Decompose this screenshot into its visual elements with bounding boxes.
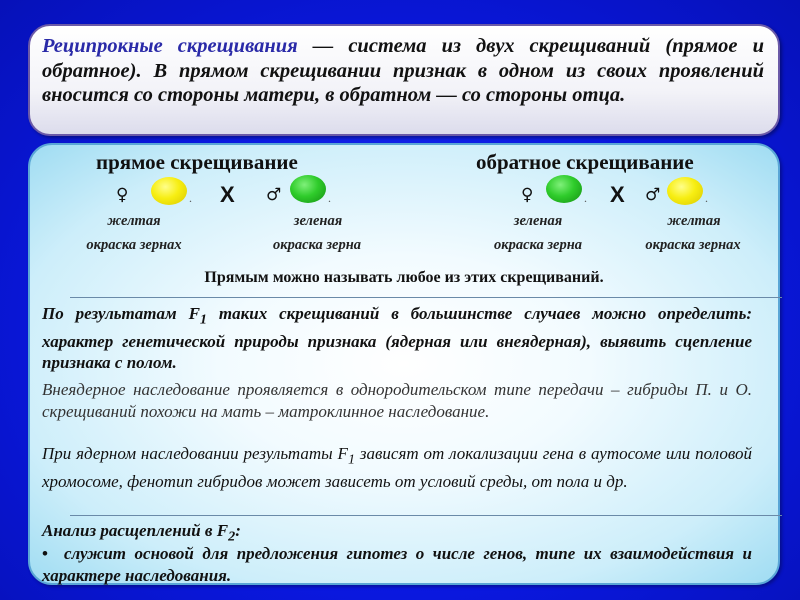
- divider: [70, 297, 782, 298]
- dot: .: [189, 191, 192, 205]
- green-pea-icon: [546, 175, 582, 203]
- direct-left-label-2: окраска зернах: [86, 237, 182, 253]
- analysis-item: [42, 543, 752, 586]
- analysis-prefix: Анализ расщеплений в F: [42, 521, 229, 540]
- yellow-pea-icon: [151, 177, 187, 205]
- male-symbol: ♂: [645, 185, 661, 205]
- reverse-left-label-1: зеленая: [513, 213, 563, 229]
- bullet-icon: •: [42, 544, 48, 563]
- dot: .: [584, 191, 587, 205]
- divider: [70, 515, 782, 516]
- female-symbol: ♀: [116, 185, 129, 205]
- results-paragraph: [42, 303, 752, 374]
- female-symbol: ♀: [521, 185, 534, 205]
- direct-right-label-1: зеленая: [293, 213, 343, 229]
- cross-symbol: X: [610, 182, 625, 207]
- reverse-right-label-2: окраска зернах: [645, 237, 741, 253]
- reverse-cross-title: обратное скрещивание: [476, 150, 694, 174]
- reverse-left-label-2: окраска зерна: [493, 237, 583, 253]
- cross-symbol: X: [220, 182, 235, 207]
- definition-body: — система из двух скрещиваний (прямое и обратное). В прямом скрещивании признак в одном из своих проявлений вносится со стороны матери, в обратном — со стороны отца.: [42, 35, 764, 106]
- yellow-pea-icon: [667, 177, 703, 205]
- results-prefix: По результатам F: [42, 304, 200, 323]
- nuclear-prefix: При ядерном наследовании результаты F: [42, 444, 348, 463]
- reverse-right-label-1: желтая: [667, 213, 721, 229]
- results-subscript: 1: [199, 311, 207, 328]
- analysis-subscript: 2: [228, 528, 236, 545]
- nuclear-subscript: 1: [347, 451, 356, 468]
- analysis-item-text: служит основой для предложения гипотез о числе генов, типе их взаимодействия и характере наследования.: [42, 544, 752, 585]
- content-box: [28, 143, 780, 585]
- definition-box: [28, 24, 780, 136]
- dot: .: [328, 191, 331, 205]
- direct-right-label-2: окраска зерна: [272, 237, 362, 253]
- definition-term: Реципрокные скрещивания: [42, 35, 298, 57]
- direct-cross-title: прямое скрещивание: [96, 150, 298, 174]
- results-text: таких скрещиваний в большинстве случаев можно определить: характер генетической природы признака (ядерная или внеядерная), выявить сцепление признака с полом.: [42, 304, 753, 373]
- extranuclear-paragraph: Внеядерное наследование проявляется в однородительском типе передачи – гибриды П. и О. скрещиваний похожи на мать – матроклинное наследование.: [42, 380, 752, 421]
- direct-left-label-1: желтая: [107, 213, 161, 229]
- definition-text: [42, 34, 764, 108]
- note-text: Прямым можно называть любое из этих скрещиваний.: [204, 269, 604, 286]
- green-pea-icon: [290, 175, 326, 203]
- nuclear-text: зависят от локализации гена в аутосоме или половой хромосоме, фенотип гибридов может зависеть от условий среды, от пола и др.: [42, 444, 752, 491]
- dot: .: [705, 191, 708, 205]
- nuclear-paragraph: [42, 443, 752, 492]
- male-symbol: ♂: [266, 185, 282, 205]
- analysis-suffix: :: [235, 521, 241, 540]
